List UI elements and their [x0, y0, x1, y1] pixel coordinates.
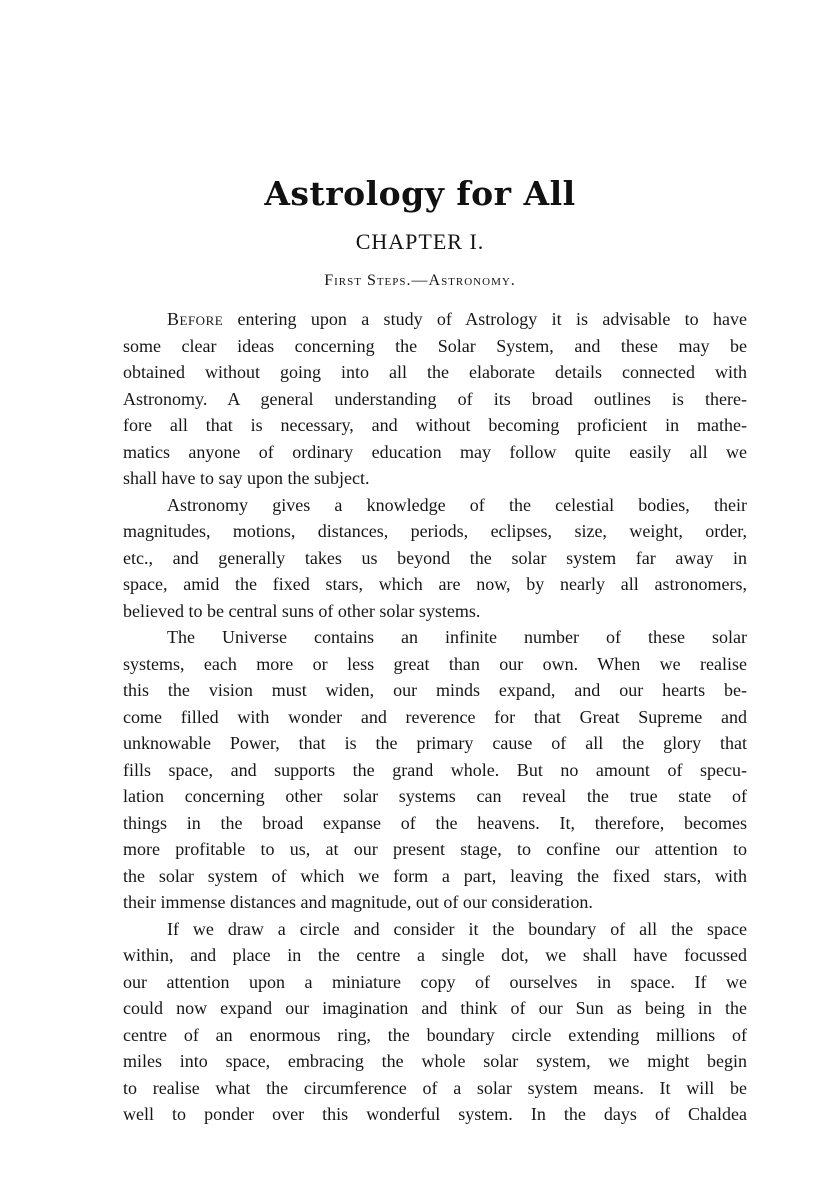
text-line: lation concerning other solar systems can reveal the true state of: [123, 786, 747, 806]
text-line: fills space, and supports the grand whole. But no amount of specu-: [123, 759, 747, 780]
book-title: Astrology for All: [264, 174, 576, 213]
text-line: well to ponder over this wonderful system. In the days of Chaldea: [123, 1104, 747, 1124]
line-rest: entering upon a study of Astrology it is advisable to have: [223, 309, 747, 329]
text-line: more profitable to us, at our present stage, to confine our attention to: [123, 839, 747, 859]
text-line: within, and place in the centre a single dot, we shall have focussed: [123, 945, 747, 965]
text-line: matics anyone of ordinary education may follow quite easily all we: [123, 441, 747, 462]
text-line: believed to be central suns of other solar systems.: [123, 600, 481, 621]
text-line: some clear ideas concerning the Solar System, and these may be: [123, 335, 747, 356]
text-line: could now expand our imagination and think of our Sun as being in the: [123, 998, 747, 1018]
text-line: this the vision must widen, our minds expand, and our hearts be-: [123, 680, 747, 700]
text-line: unknowable Power, that is the primary cause of all the glory that: [123, 733, 747, 753]
text-line: things in the broad expanse of the heavens. It, therefore, becomes: [123, 812, 747, 833]
text-line: shall have to say upon the subject.: [123, 468, 370, 488]
text-line: to realise what the circumference of a solar system means. It will be: [123, 1077, 747, 1098]
section-heading: First Steps.—Astronomy.: [324, 272, 516, 289]
chapter-heading: CHAPTER I.: [355, 229, 485, 254]
text-line: their immense distances and magnitude, out of our consideration.: [123, 892, 593, 912]
body-text: [123, 306, 747, 1128]
text-line: etc., and generally takes us beyond the solar system far away in: [123, 547, 747, 568]
paragraph: [123, 916, 747, 1128]
text-line: space, amid the fixed stars, which are now, by nearly all astronomers,: [123, 574, 747, 594]
text-line: miles into space, embracing the whole solar system, we might begin: [123, 1051, 747, 1071]
text-line: [123, 306, 747, 333]
text-line: the solar system of which we form a part, leaving the fixed stars, with: [123, 865, 747, 886]
text-line: come filled with wonder and reverence for that Great Supreme and: [123, 706, 747, 727]
text-line: our attention upon a miniature copy of ourselves in space. If we: [123, 971, 747, 992]
text-line: obtained without going into all the elaborate details connected with: [123, 362, 747, 382]
text-line: Astronomy gives a knowledge of the celestial bodies, their: [167, 494, 747, 515]
text-line: Astronomy. A general understanding of its broad outlines is there-: [123, 388, 747, 409]
text-line: magnitudes, motions, distances, periods, eclipses, size, weight, order,: [123, 521, 747, 541]
text-line: systems, each more or less great than our own. When we realise: [123, 653, 747, 674]
paragraph: [123, 624, 747, 916]
text-line: If we draw a circle and consider it the boundary of all the space: [167, 918, 747, 939]
text-line: fore all that is necessary, and without becoming proficient in mathe-: [123, 415, 747, 435]
text-line: The Universe contains an infinite number of these solar: [167, 627, 747, 647]
text-line: centre of an enormous ring, the boundary circle extending millions of: [123, 1024, 747, 1045]
paragraph: [123, 306, 747, 492]
lead-word: Before: [167, 309, 224, 329]
paragraph: [123, 492, 747, 625]
